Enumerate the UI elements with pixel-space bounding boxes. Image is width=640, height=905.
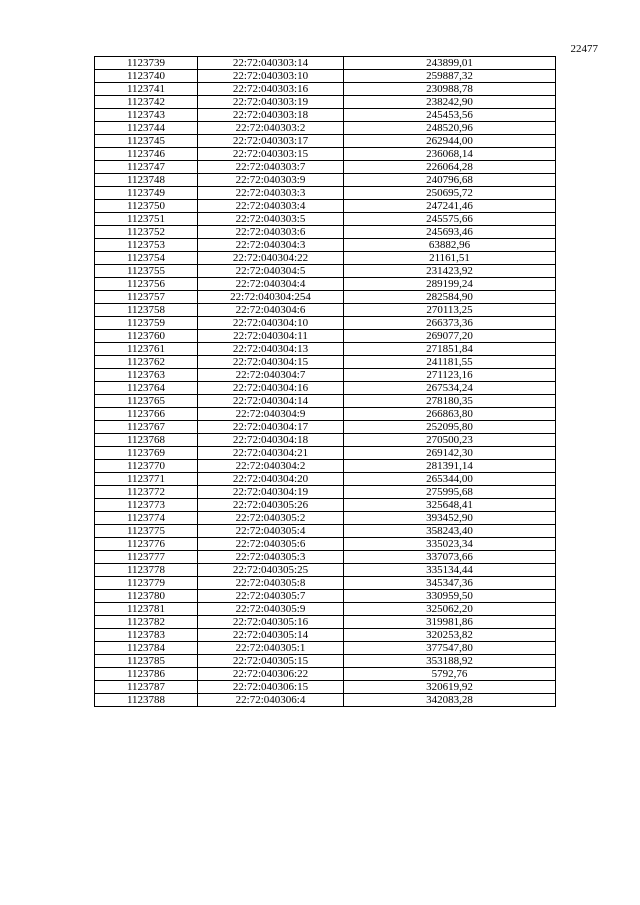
row-number-cell: 1123758 <box>95 304 198 317</box>
row-number-cell: 1123756 <box>95 278 198 291</box>
cadastral-number-cell: 22:72:040305:6 <box>198 538 344 551</box>
cadastral-value-cell: 319981,86 <box>344 616 556 629</box>
table-row <box>95 434 556 447</box>
cadastral-value-cell: 271123,16 <box>344 369 556 382</box>
table-row <box>95 590 556 603</box>
page-number: 22477 <box>570 43 598 55</box>
cadastral-value-cell: 393452,90 <box>344 512 556 525</box>
row-number-cell: 1123779 <box>95 577 198 590</box>
table-row <box>95 57 556 70</box>
row-number-cell: 1123783 <box>95 629 198 642</box>
cadastral-number-cell: 22:72:040304:5 <box>198 265 344 278</box>
row-number-cell: 1123761 <box>95 343 198 356</box>
cadastral-value-cell: 236068,14 <box>344 148 556 161</box>
table-row <box>95 694 556 707</box>
table-row <box>95 213 556 226</box>
row-number-cell: 1123771 <box>95 473 198 486</box>
table-row <box>95 473 556 486</box>
row-number-cell: 1123741 <box>95 83 198 96</box>
table-row <box>95 265 556 278</box>
cadastral-value-cell: 377547,80 <box>344 642 556 655</box>
table-row <box>95 681 556 694</box>
cadastral-number-cell: 22:72:040304:6 <box>198 304 344 317</box>
cadastral-number-cell: 22:72:040304:21 <box>198 447 344 460</box>
cadastral-number-cell: 22:72:040303:6 <box>198 226 344 239</box>
cadastral-value-cell: 325648,41 <box>344 499 556 512</box>
row-number-cell: 1123760 <box>95 330 198 343</box>
cadastral-number-cell: 22:72:040306:15 <box>198 681 344 694</box>
cadastral-value-cell: 342083,28 <box>344 694 556 707</box>
cadastral-value-cell: 270500,23 <box>344 434 556 447</box>
table-row <box>95 447 556 460</box>
row-number-cell: 1123745 <box>95 135 198 148</box>
row-number-cell: 1123778 <box>95 564 198 577</box>
table-row <box>95 512 556 525</box>
cadastral-value-cell: 265344,00 <box>344 473 556 486</box>
table-row <box>95 83 556 96</box>
cadastral-number-cell: 22:72:040305:4 <box>198 525 344 538</box>
table-row <box>95 356 556 369</box>
row-number-cell: 1123752 <box>95 226 198 239</box>
row-number-cell: 1123757 <box>95 291 198 304</box>
cadastral-number-cell: 22:72:040303:7 <box>198 161 344 174</box>
cadastral-number-cell: 22:72:040306:4 <box>198 694 344 707</box>
table-row <box>95 161 556 174</box>
cadastral-value-cell: 289199,24 <box>344 278 556 291</box>
table-body <box>95 57 556 707</box>
cadastral-value-cell: 230988,78 <box>344 83 556 96</box>
table-row <box>95 486 556 499</box>
table-row <box>95 252 556 265</box>
cadastral-value-cell: 266373,36 <box>344 317 556 330</box>
cadastral-number-cell: 22:72:040305:3 <box>198 551 344 564</box>
row-number-cell: 1123765 <box>95 395 198 408</box>
row-number-cell: 1123780 <box>95 590 198 603</box>
row-number-cell: 1123755 <box>95 265 198 278</box>
cadastral-number-cell: 22:72:040305:2 <box>198 512 344 525</box>
cadastral-number-cell: 22:72:040303:14 <box>198 57 344 70</box>
cadastral-number-cell: 22:72:040305:16 <box>198 616 344 629</box>
cadastral-value-cell: 252095,80 <box>344 421 556 434</box>
row-number-cell: 1123762 <box>95 356 198 369</box>
cadastral-number-cell: 22:72:040304:7 <box>198 369 344 382</box>
row-number-cell: 1123764 <box>95 382 198 395</box>
table-row <box>95 304 556 317</box>
table-row <box>95 70 556 83</box>
cadastral-number-cell: 22:72:040303:10 <box>198 70 344 83</box>
table-row <box>95 538 556 551</box>
cadastral-value-cell: 269077,20 <box>344 330 556 343</box>
cadastral-number-cell: 22:72:040305:7 <box>198 590 344 603</box>
cadastral-number-cell: 22:72:040305:25 <box>198 564 344 577</box>
table-row <box>95 96 556 109</box>
row-number-cell: 1123749 <box>95 187 198 200</box>
cadastral-number-cell: 22:72:040303:9 <box>198 174 344 187</box>
cadastral-number-cell: 22:72:040305:14 <box>198 629 344 642</box>
cadastral-value-cell: 267534,24 <box>344 382 556 395</box>
cadastral-number-cell: 22:72:040304:4 <box>198 278 344 291</box>
row-number-cell: 1123782 <box>95 616 198 629</box>
row-number-cell: 1123750 <box>95 200 198 213</box>
cadastral-number-cell: 22:72:040304:16 <box>198 382 344 395</box>
cadastral-number-cell: 22:72:040304:2 <box>198 460 344 473</box>
cadastral-value-cell: 330959,50 <box>344 590 556 603</box>
cadastral-number-cell: 22:72:040303:3 <box>198 187 344 200</box>
table-row <box>95 616 556 629</box>
cadastral-value-cell: 325062,20 <box>344 603 556 616</box>
cadastral-value-cell: 241181,55 <box>344 356 556 369</box>
row-number-cell: 1123768 <box>95 434 198 447</box>
table-row <box>95 551 556 564</box>
cadastral-value-cell: 245575,66 <box>344 213 556 226</box>
cadastral-number-cell: 22:72:040304:18 <box>198 434 344 447</box>
cadastral-value-cell: 266863,80 <box>344 408 556 421</box>
row-number-cell: 1123743 <box>95 109 198 122</box>
cadastral-value-cell: 250695,72 <box>344 187 556 200</box>
table-row <box>95 369 556 382</box>
cadastral-value-cell: 240796,68 <box>344 174 556 187</box>
cadastral-number-cell: 22:72:040305:8 <box>198 577 344 590</box>
cadastral-value-cell: 345347,36 <box>344 577 556 590</box>
table-row <box>95 135 556 148</box>
row-number-cell: 1123784 <box>95 642 198 655</box>
cadastral-value-cell: 248520,96 <box>344 122 556 135</box>
cadastral-value-cell: 238242,90 <box>344 96 556 109</box>
table-row <box>95 174 556 187</box>
cadastral-value-cell: 245453,56 <box>344 109 556 122</box>
row-number-cell: 1123759 <box>95 317 198 330</box>
row-number-cell: 1123751 <box>95 213 198 226</box>
row-number-cell: 1123769 <box>95 447 198 460</box>
row-number-cell: 1123775 <box>95 525 198 538</box>
row-number-cell: 1123754 <box>95 252 198 265</box>
table-row <box>95 395 556 408</box>
table-row <box>95 239 556 252</box>
cadastral-number-cell: 22:72:040303:5 <box>198 213 344 226</box>
row-number-cell: 1123774 <box>95 512 198 525</box>
table-row <box>95 382 556 395</box>
table-row <box>95 642 556 655</box>
row-number-cell: 1123787 <box>95 681 198 694</box>
table-row <box>95 187 556 200</box>
cadastral-number-cell: 22:72:040304:13 <box>198 343 344 356</box>
cadastral-number-cell: 22:72:040303:4 <box>198 200 344 213</box>
cadastral-number-cell: 22:72:040303:18 <box>198 109 344 122</box>
row-number-cell: 1123739 <box>95 57 198 70</box>
table-row <box>95 564 556 577</box>
cadastral-value-cell: 245693,46 <box>344 226 556 239</box>
table-row <box>95 317 556 330</box>
row-number-cell: 1123746 <box>95 148 198 161</box>
row-number-cell: 1123781 <box>95 603 198 616</box>
cadastral-value-cell: 247241,46 <box>344 200 556 213</box>
cadastral-number-cell: 22:72:040305:26 <box>198 499 344 512</box>
cadastral-number-cell: 22:72:040304:15 <box>198 356 344 369</box>
cadastral-value-cell: 262944,00 <box>344 135 556 148</box>
cadastral-number-cell: 22:72:040304:10 <box>198 317 344 330</box>
cadastral-number-cell: 22:72:040304:20 <box>198 473 344 486</box>
table-row <box>95 629 556 642</box>
row-number-cell: 1123777 <box>95 551 198 564</box>
cadastral-value-cell: 259887,32 <box>344 70 556 83</box>
cadastral-number-cell: 22:72:040306:22 <box>198 668 344 681</box>
row-number-cell: 1123742 <box>95 96 198 109</box>
table-row <box>95 278 556 291</box>
cadastral-number-cell: 22:72:040304:14 <box>198 395 344 408</box>
row-number-cell: 1123786 <box>95 668 198 681</box>
cadastral-number-cell: 22:72:040304:9 <box>198 408 344 421</box>
row-number-cell: 1123770 <box>95 460 198 473</box>
cadastral-value-cell: 320253,82 <box>344 629 556 642</box>
table-row <box>95 525 556 538</box>
table-row <box>95 668 556 681</box>
table-row <box>95 291 556 304</box>
table-row <box>95 499 556 512</box>
row-number-cell: 1123772 <box>95 486 198 499</box>
cadastral-value-cell: 226064,28 <box>344 161 556 174</box>
cadastral-value-cell: 335023,34 <box>344 538 556 551</box>
row-number-cell: 1123785 <box>95 655 198 668</box>
table-row <box>95 408 556 421</box>
cadastral-value-cell: 5792,76 <box>344 668 556 681</box>
cadastral-value-cell: 337073,66 <box>344 551 556 564</box>
row-number-cell: 1123773 <box>95 499 198 512</box>
cadastral-number-cell: 22:72:040304:17 <box>198 421 344 434</box>
cadastral-number-cell: 22:72:040303:17 <box>198 135 344 148</box>
row-number-cell: 1123766 <box>95 408 198 421</box>
row-number-cell: 1123776 <box>95 538 198 551</box>
row-number-cell: 1123740 <box>95 70 198 83</box>
table-row <box>95 122 556 135</box>
row-number-cell: 1123747 <box>95 161 198 174</box>
cadastral-value-cell: 282584,90 <box>344 291 556 304</box>
cadastral-number-cell: 22:72:040304:254 <box>198 291 344 304</box>
table-row <box>95 226 556 239</box>
row-number-cell: 1123767 <box>95 421 198 434</box>
cadastral-value-cell: 281391,14 <box>344 460 556 473</box>
cadastral-number-cell: 22:72:040303:16 <box>198 83 344 96</box>
row-number-cell: 1123748 <box>95 174 198 187</box>
cadastral-number-cell: 22:72:040305:15 <box>198 655 344 668</box>
cadastral-value-cell: 63882,96 <box>344 239 556 252</box>
cadastral-value-cell: 243899,01 <box>344 57 556 70</box>
cadastral-value-cell: 275995,68 <box>344 486 556 499</box>
cadastral-number-cell: 22:72:040305:1 <box>198 642 344 655</box>
table-row <box>95 109 556 122</box>
table-row <box>95 603 556 616</box>
table-row <box>95 421 556 434</box>
cadastral-value-cell: 353188,92 <box>344 655 556 668</box>
table-row <box>95 577 556 590</box>
cadastral-value-cell: 320619,92 <box>344 681 556 694</box>
cadastral-value-cell: 278180,35 <box>344 395 556 408</box>
table-row <box>95 343 556 356</box>
cadastral-value-cell: 335134,44 <box>344 564 556 577</box>
row-number-cell: 1123744 <box>95 122 198 135</box>
cadastral-number-cell: 22:72:040304:22 <box>198 252 344 265</box>
row-number-cell: 1123763 <box>95 369 198 382</box>
cadastral-number-cell: 22:72:040304:3 <box>198 239 344 252</box>
cadastral-value-table <box>94 56 556 707</box>
row-number-cell: 1123753 <box>95 239 198 252</box>
cadastral-value-cell: 269142,30 <box>344 447 556 460</box>
cadastral-number-cell: 22:72:040305:9 <box>198 603 344 616</box>
cadastral-value-cell: 358243,40 <box>344 525 556 538</box>
cadastral-number-cell: 22:72:040303:15 <box>198 148 344 161</box>
cadastral-number-cell: 22:72:040304:19 <box>198 486 344 499</box>
cadastral-number-cell: 22:72:040303:2 <box>198 122 344 135</box>
cadastral-value-cell: 231423,92 <box>344 265 556 278</box>
row-number-cell: 1123788 <box>95 694 198 707</box>
cadastral-value-cell: 270113,25 <box>344 304 556 317</box>
table-row <box>95 330 556 343</box>
table-row <box>95 460 556 473</box>
table-row <box>95 200 556 213</box>
table-row <box>95 148 556 161</box>
table-row <box>95 655 556 668</box>
cadastral-value-cell: 21161,51 <box>344 252 556 265</box>
cadastral-value-cell: 271851,84 <box>344 343 556 356</box>
cadastral-number-cell: 22:72:040303:19 <box>198 96 344 109</box>
cadastral-number-cell: 22:72:040304:11 <box>198 330 344 343</box>
